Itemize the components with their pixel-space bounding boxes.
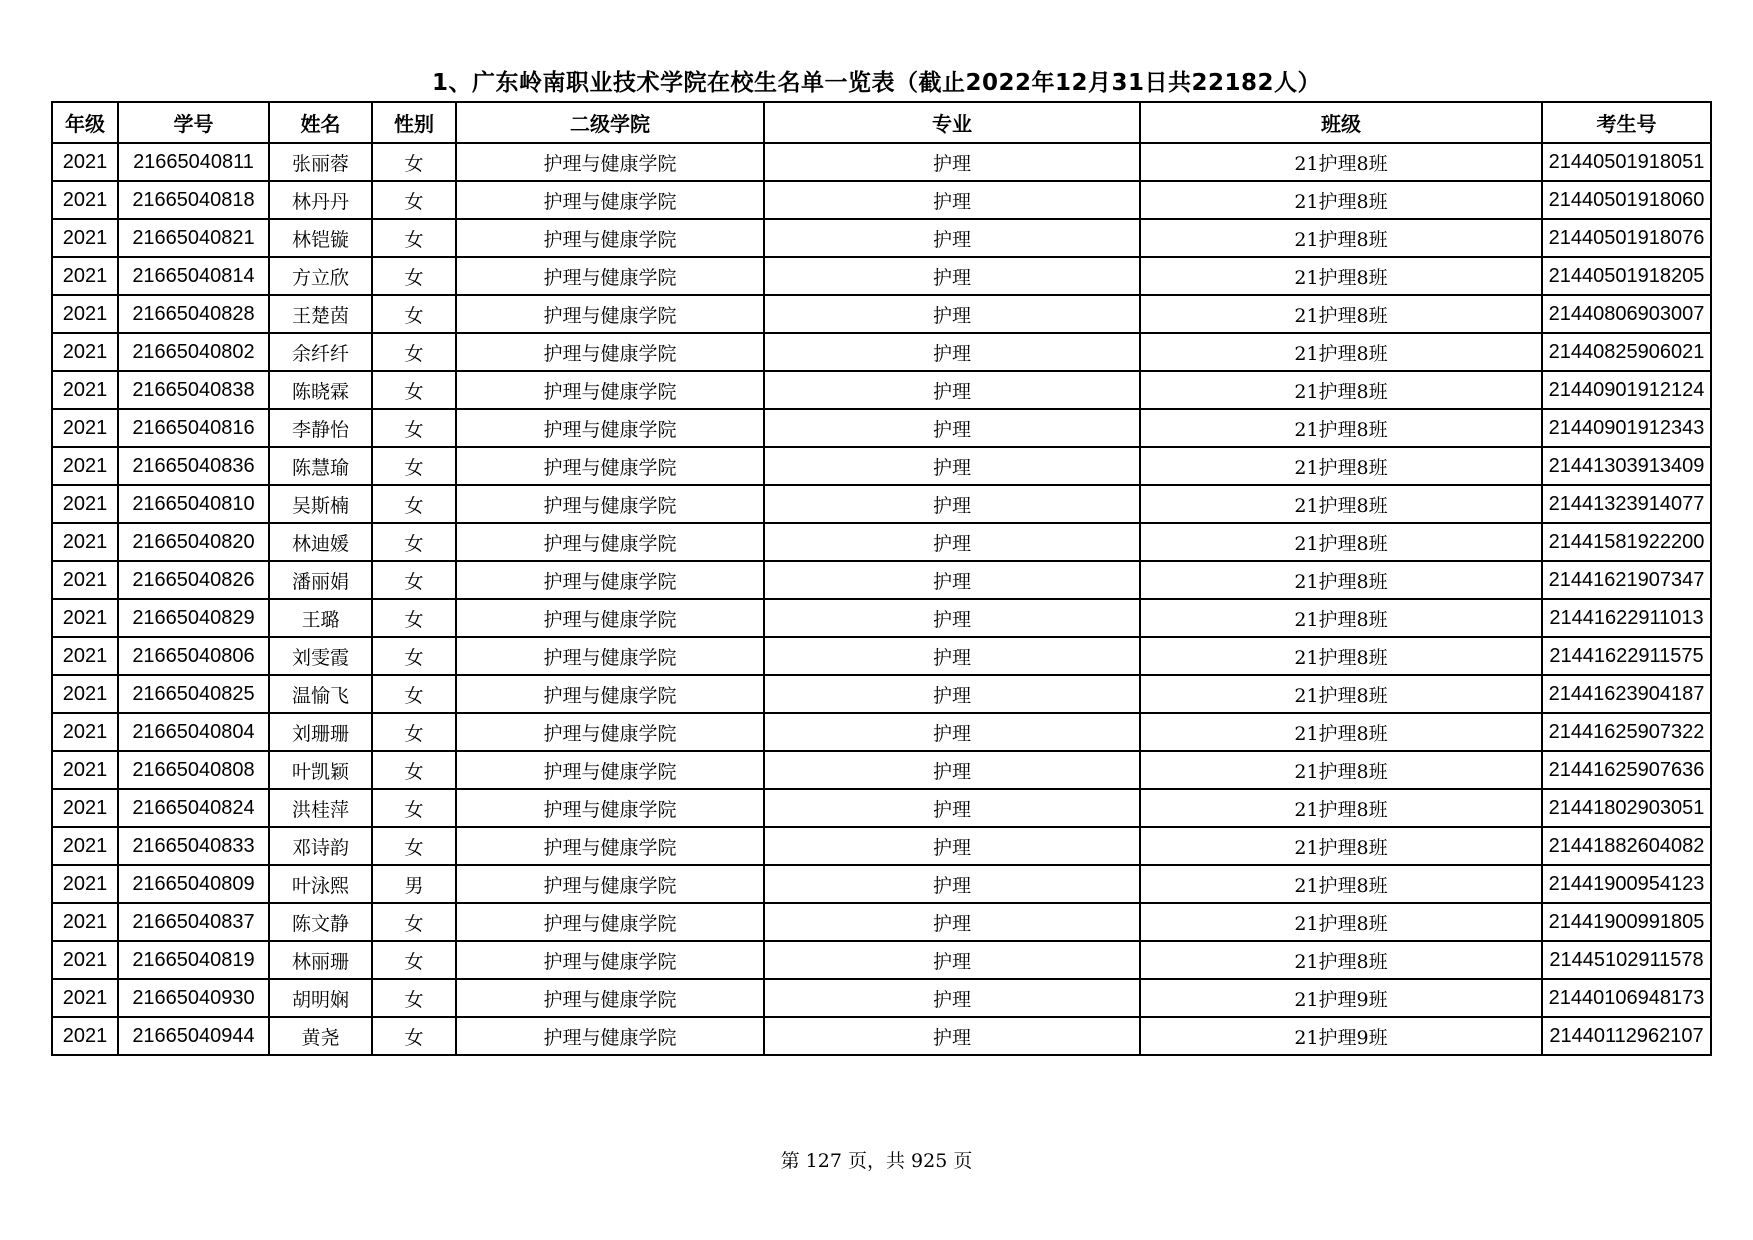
table-row (52, 257, 1711, 295)
college-cell: 护理与健康学院 (456, 675, 764, 713)
exam-id-cell: 21440112962107 (1542, 1017, 1711, 1055)
major-cell: 护理 (764, 751, 1140, 789)
student-id-cell: 21665040837 (118, 903, 269, 941)
major-cell: 护理 (764, 143, 1140, 181)
class-cell: 21护理9班 (1140, 1017, 1542, 1055)
name-cell: 王楚茵 (269, 295, 372, 333)
student-id-cell: 21665040802 (118, 333, 269, 371)
grade-cell: 2021 (52, 523, 118, 561)
table-body (52, 143, 1711, 1055)
name-cell: 张丽蓉 (269, 143, 372, 181)
major-cell: 护理 (764, 1017, 1140, 1055)
college-cell: 护理与健康学院 (456, 333, 764, 371)
college-cell: 护理与健康学院 (456, 865, 764, 903)
gender-cell: 女 (372, 1017, 456, 1055)
class-cell: 21护理8班 (1140, 295, 1542, 333)
exam-id-cell: 21441625907322 (1542, 713, 1711, 751)
table-row (52, 941, 1711, 979)
class-cell: 21护理8班 (1140, 637, 1542, 675)
header-college: 二级学院 (456, 102, 764, 143)
page-footer: 第 127 页，共 925 页 (780, 1150, 973, 1172)
college-cell: 护理与健康学院 (456, 599, 764, 637)
exam-id-cell: 21441900991805 (1542, 903, 1711, 941)
table-row (52, 295, 1711, 333)
gender-cell: 女 (372, 181, 456, 219)
exam-id-cell: 21441303913409 (1542, 447, 1711, 485)
table-row (52, 599, 1711, 637)
name-cell: 李静怡 (269, 409, 372, 447)
table-row (52, 713, 1711, 751)
exam-id-cell: 21441623904187 (1542, 675, 1711, 713)
exam-id-cell: 21441625907636 (1542, 751, 1711, 789)
college-cell: 护理与健康学院 (456, 637, 764, 675)
major-cell: 护理 (764, 789, 1140, 827)
major-cell: 护理 (764, 941, 1140, 979)
college-cell: 护理与健康学院 (456, 371, 764, 409)
college-cell: 护理与健康学院 (456, 561, 764, 599)
major-cell: 护理 (764, 181, 1140, 219)
major-cell: 护理 (764, 637, 1140, 675)
grade-cell: 2021 (52, 599, 118, 637)
name-cell: 林丽珊 (269, 941, 372, 979)
college-cell: 护理与健康学院 (456, 295, 764, 333)
exam-id-cell: 21441882604082 (1542, 827, 1711, 865)
grade-cell: 2021 (52, 485, 118, 523)
student-id-cell: 21665040814 (118, 257, 269, 295)
table-row (52, 903, 1711, 941)
header-class: 班级 (1140, 102, 1542, 143)
gender-cell: 女 (372, 979, 456, 1017)
student-id-cell: 21665040833 (118, 827, 269, 865)
major-cell: 护理 (764, 827, 1140, 865)
college-cell: 护理与健康学院 (456, 941, 764, 979)
college-cell: 护理与健康学院 (456, 219, 764, 257)
student-id-cell: 21665040944 (118, 1017, 269, 1055)
name-cell: 陈慧瑜 (269, 447, 372, 485)
gender-cell: 女 (372, 561, 456, 599)
name-cell: 洪桂萍 (269, 789, 372, 827)
table-row (52, 409, 1711, 447)
table-row (52, 827, 1711, 865)
class-cell: 21护理9班 (1140, 979, 1542, 1017)
student-id-cell: 21665040811 (118, 143, 269, 181)
student-id-cell: 21665040836 (118, 447, 269, 485)
gender-cell: 女 (372, 333, 456, 371)
college-cell: 护理与健康学院 (456, 257, 764, 295)
name-cell: 余纤纤 (269, 333, 372, 371)
exam-id-cell: 21441622911013 (1542, 599, 1711, 637)
major-cell: 护理 (764, 371, 1140, 409)
class-cell: 21护理8班 (1140, 713, 1542, 751)
name-cell: 刘珊珊 (269, 713, 372, 751)
grade-cell: 2021 (52, 789, 118, 827)
table-row (52, 219, 1711, 257)
college-cell: 护理与健康学院 (456, 789, 764, 827)
grade-cell: 2021 (52, 903, 118, 941)
name-cell: 吴斯楠 (269, 485, 372, 523)
name-cell: 潘丽娟 (269, 561, 372, 599)
grade-cell: 2021 (52, 637, 118, 675)
gender-cell: 女 (372, 295, 456, 333)
gender-cell: 女 (372, 789, 456, 827)
student-id-cell: 21665040838 (118, 371, 269, 409)
student-id-cell: 21665040821 (118, 219, 269, 257)
grade-cell: 2021 (52, 181, 118, 219)
grade-cell: 2021 (52, 409, 118, 447)
exam-id-cell: 21440501918060 (1542, 181, 1711, 219)
major-cell: 护理 (764, 523, 1140, 561)
student-id-cell: 21665040809 (118, 865, 269, 903)
college-cell: 护理与健康学院 (456, 979, 764, 1017)
college-cell: 护理与健康学院 (456, 447, 764, 485)
grade-cell: 2021 (52, 561, 118, 599)
class-cell: 21护理8班 (1140, 599, 1542, 637)
table-row (52, 181, 1711, 219)
exam-id-cell: 21440806903007 (1542, 295, 1711, 333)
name-cell: 方立欣 (269, 257, 372, 295)
gender-cell: 女 (372, 827, 456, 865)
student-id-cell: 21665040829 (118, 599, 269, 637)
gender-cell: 女 (372, 219, 456, 257)
class-cell: 21护理8班 (1140, 371, 1542, 409)
table-row (52, 447, 1711, 485)
class-cell: 21护理8班 (1140, 409, 1542, 447)
gender-cell: 女 (372, 143, 456, 181)
name-cell: 叶凯颖 (269, 751, 372, 789)
grade-cell: 2021 (52, 1017, 118, 1055)
exam-id-cell: 21440106948173 (1542, 979, 1711, 1017)
gender-cell: 女 (372, 751, 456, 789)
major-cell: 护理 (764, 257, 1140, 295)
exam-id-cell: 21441621907347 (1542, 561, 1711, 599)
table-row (52, 751, 1711, 789)
grade-cell: 2021 (52, 713, 118, 751)
table-row (52, 1017, 1711, 1055)
student-id-cell: 21665040824 (118, 789, 269, 827)
class-cell: 21护理8班 (1140, 903, 1542, 941)
grade-cell: 2021 (52, 979, 118, 1017)
exam-id-cell: 21440501918051 (1542, 143, 1711, 181)
name-cell: 叶泳熙 (269, 865, 372, 903)
college-cell: 护理与健康学院 (456, 143, 764, 181)
table-row (52, 333, 1711, 371)
gender-cell: 女 (372, 523, 456, 561)
gender-cell: 女 (372, 599, 456, 637)
grade-cell: 2021 (52, 865, 118, 903)
name-cell: 陈文静 (269, 903, 372, 941)
college-cell: 护理与健康学院 (456, 1017, 764, 1055)
grade-cell: 2021 (52, 827, 118, 865)
class-cell: 21护理8班 (1140, 257, 1542, 295)
exam-id-cell: 21445102911578 (1542, 941, 1711, 979)
class-cell: 21护理8班 (1140, 523, 1542, 561)
table-row (52, 789, 1711, 827)
name-cell: 温愉飞 (269, 675, 372, 713)
gender-cell: 女 (372, 257, 456, 295)
class-cell: 21护理8班 (1140, 941, 1542, 979)
major-cell: 护理 (764, 599, 1140, 637)
exam-id-cell: 21441802903051 (1542, 789, 1711, 827)
class-cell: 21护理8班 (1140, 333, 1542, 371)
major-cell: 护理 (764, 713, 1140, 751)
exam-id-cell: 21440901912343 (1542, 409, 1711, 447)
name-cell: 胡明娴 (269, 979, 372, 1017)
name-cell: 林迪媛 (269, 523, 372, 561)
major-cell: 护理 (764, 485, 1140, 523)
class-cell: 21护理8班 (1140, 675, 1542, 713)
college-cell: 护理与健康学院 (456, 713, 764, 751)
header-student-id: 学号 (118, 102, 269, 143)
table-row (52, 485, 1711, 523)
class-cell: 21护理8班 (1140, 485, 1542, 523)
grade-cell: 2021 (52, 295, 118, 333)
grade-cell: 2021 (52, 447, 118, 485)
page-title: 1、广东岭南职业技术学院在校生名单一览表（截止2022年12月31日共22182人） (431, 70, 1322, 96)
gender-cell: 女 (372, 371, 456, 409)
name-cell: 林丹丹 (269, 181, 372, 219)
table-row (52, 371, 1711, 409)
major-cell: 护理 (764, 561, 1140, 599)
name-cell: 刘雯霞 (269, 637, 372, 675)
college-cell: 护理与健康学院 (456, 751, 764, 789)
header-name: 姓名 (269, 102, 372, 143)
gender-cell: 女 (372, 637, 456, 675)
gender-cell: 女 (372, 485, 456, 523)
exam-id-cell: 21440901912124 (1542, 371, 1711, 409)
grade-cell: 2021 (52, 257, 118, 295)
college-cell: 护理与健康学院 (456, 523, 764, 561)
major-cell: 护理 (764, 295, 1140, 333)
table-row (52, 523, 1711, 561)
exam-id-cell: 21441622911575 (1542, 637, 1711, 675)
gender-cell: 女 (372, 713, 456, 751)
header-gender: 性别 (372, 102, 456, 143)
exam-id-cell: 21441581922200 (1542, 523, 1711, 561)
college-cell: 护理与健康学院 (456, 903, 764, 941)
student-id-cell: 21665040826 (118, 561, 269, 599)
class-cell: 21护理8班 (1140, 561, 1542, 599)
student-id-cell: 21665040806 (118, 637, 269, 675)
class-cell: 21护理8班 (1140, 751, 1542, 789)
table-row (52, 675, 1711, 713)
name-cell: 王璐 (269, 599, 372, 637)
table-row (52, 979, 1711, 1017)
grade-cell: 2021 (52, 333, 118, 371)
exam-id-cell: 21441900954123 (1542, 865, 1711, 903)
name-cell: 邓诗韵 (269, 827, 372, 865)
class-cell: 21护理8班 (1140, 219, 1542, 257)
student-id-cell: 21665040818 (118, 181, 269, 219)
college-cell: 护理与健康学院 (456, 827, 764, 865)
table-row (52, 561, 1711, 599)
header-exam-id: 考生号 (1542, 102, 1711, 143)
major-cell: 护理 (764, 675, 1140, 713)
class-cell: 21护理8班 (1140, 865, 1542, 903)
exam-id-cell: 21440825906021 (1542, 333, 1711, 371)
gender-cell: 女 (372, 447, 456, 485)
student-id-cell: 21665040808 (118, 751, 269, 789)
gender-cell: 女 (372, 941, 456, 979)
grade-cell: 2021 (52, 143, 118, 181)
grade-cell: 2021 (52, 751, 118, 789)
student-id-cell: 21665040819 (118, 941, 269, 979)
grade-cell: 2021 (52, 675, 118, 713)
name-cell: 林铠镟 (269, 219, 372, 257)
class-cell: 21护理8班 (1140, 789, 1542, 827)
gender-cell: 女 (372, 903, 456, 941)
student-id-cell: 21665040828 (118, 295, 269, 333)
student-id-cell: 21665040825 (118, 675, 269, 713)
gender-cell: 男 (372, 865, 456, 903)
major-cell: 护理 (764, 979, 1140, 1017)
exam-id-cell: 21440501918205 (1542, 257, 1711, 295)
table-row (52, 865, 1711, 903)
major-cell: 护理 (764, 333, 1140, 371)
student-id-cell: 21665040930 (118, 979, 269, 1017)
college-cell: 护理与健康学院 (456, 409, 764, 447)
grade-cell: 2021 (52, 371, 118, 409)
header-grade: 年级 (52, 102, 118, 143)
college-cell: 护理与健康学院 (456, 181, 764, 219)
college-cell: 护理与健康学院 (456, 485, 764, 523)
student-id-cell: 21665040804 (118, 713, 269, 751)
class-cell: 21护理8班 (1140, 447, 1542, 485)
major-cell: 护理 (764, 447, 1140, 485)
student-list-table (51, 101, 1712, 1056)
major-cell: 护理 (764, 409, 1140, 447)
student-id-cell: 21665040820 (118, 523, 269, 561)
major-cell: 护理 (764, 219, 1140, 257)
name-cell: 黄尧 (269, 1017, 372, 1055)
gender-cell: 女 (372, 675, 456, 713)
gender-cell: 女 (372, 409, 456, 447)
grade-cell: 2021 (52, 941, 118, 979)
table-row (52, 637, 1711, 675)
table-header-row (52, 102, 1711, 143)
grade-cell: 2021 (52, 219, 118, 257)
class-cell: 21护理8班 (1140, 143, 1542, 181)
major-cell: 护理 (764, 865, 1140, 903)
major-cell: 护理 (764, 903, 1140, 941)
student-id-cell: 21665040810 (118, 485, 269, 523)
class-cell: 21护理8班 (1140, 181, 1542, 219)
table-row (52, 143, 1711, 181)
student-id-cell: 21665040816 (118, 409, 269, 447)
class-cell: 21护理8班 (1140, 827, 1542, 865)
name-cell: 陈晓霖 (269, 371, 372, 409)
exam-id-cell: 21441323914077 (1542, 485, 1711, 523)
exam-id-cell: 21440501918076 (1542, 219, 1711, 257)
header-major: 专业 (764, 102, 1140, 143)
